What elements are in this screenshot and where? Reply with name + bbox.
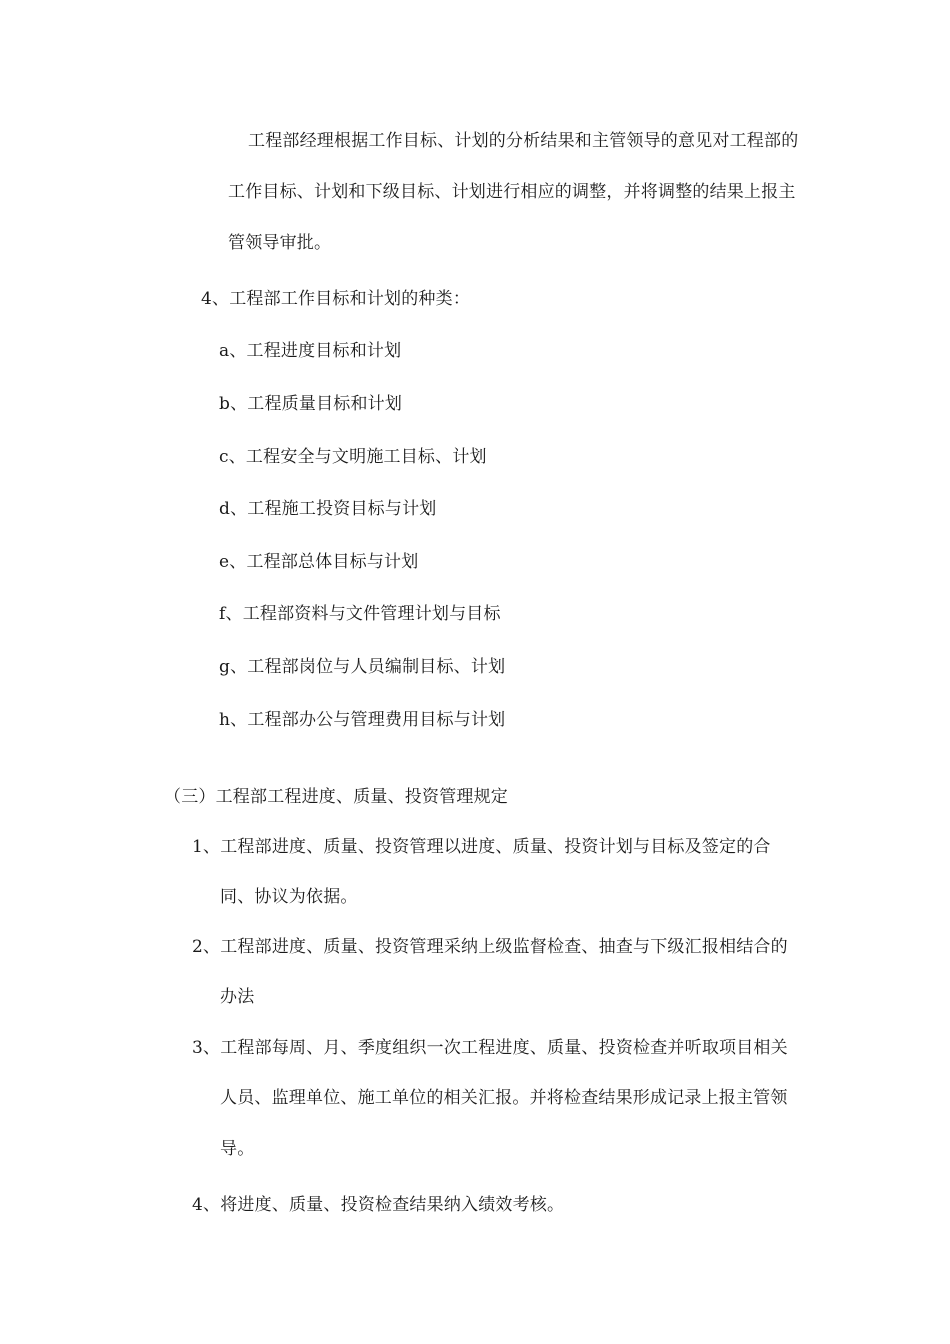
rule2-line-1: 2、工程部进度、质量、投资管理采纳上级监督检查、抽查与下级汇报相结合的 — [192, 937, 788, 957]
rule1-line-2: 同、协议为依据。 — [220, 887, 358, 907]
item4-heading: 4、工程部工作目标和计划的种类： — [201, 289, 471, 309]
section3-title: （三）工程部工程进度、质量、投资管理规定 — [164, 787, 508, 807]
type-item-e: e、工程部总体目标与计划 — [219, 552, 419, 572]
intro-line-1: 工程部经理根据工作目标、计划的分析结果和主管领导的意见对工程部的 — [248, 131, 799, 151]
rule2-line-2: 办法 — [220, 987, 255, 1007]
rule3-line-3: 导。 — [220, 1139, 255, 1159]
intro-line-2: 工作目标、计划和下级目标、计划进行相应的调整，并将调整的结果上报主 — [228, 182, 796, 202]
type-item-h: h、工程部办公与管理费用目标与计划 — [219, 710, 506, 730]
rule4-line: 4、将进度、质量、投资检查结果纳入绩效考核。 — [192, 1195, 565, 1215]
intro-line-3: 管领导审批。 — [228, 233, 332, 253]
type-item-a: a、工程进度目标和计划 — [219, 341, 402, 361]
rule3-line-2: 人员、监理单位、施工单位的相关汇报。并将检查结果形成记录上报主管领 — [220, 1088, 788, 1108]
type-item-c: c、工程安全与文明施工目标、计划 — [219, 447, 487, 467]
rule1-line-1: 1、工程部进度、质量、投资管理以进度、质量、投资计划与目标及签定的合 — [192, 837, 771, 857]
rule3-line-1: 3、工程部每周、月、季度组织一次工程进度、质量、投资检查并听取项目相关 — [192, 1038, 788, 1058]
type-item-g: g、工程部岗位与人员编制目标、计划 — [219, 657, 506, 677]
type-item-f: f、工程部资料与文件管理计划与目标 — [219, 604, 501, 624]
type-item-d: d、工程施工投资目标与计划 — [219, 499, 437, 519]
type-item-b: b、工程质量目标和计划 — [219, 394, 403, 414]
